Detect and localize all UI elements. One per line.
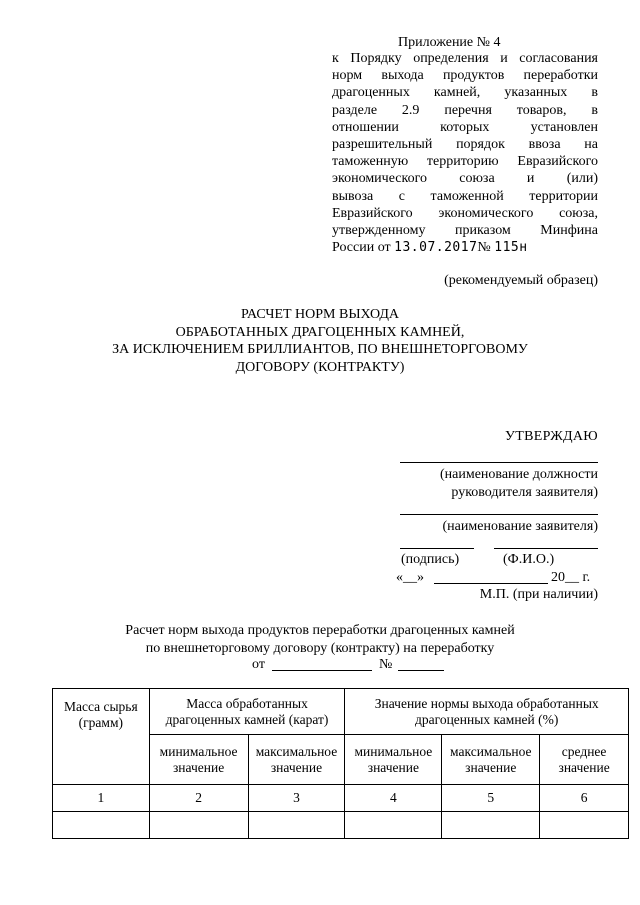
appendix-last-line xyxy=(332,239,598,256)
position-label-2: руководителя заявителя) xyxy=(451,485,598,500)
table-cell xyxy=(442,812,540,839)
appendix-line: утвержденному приказом Минфина xyxy=(332,223,598,239)
table-cell xyxy=(53,812,150,839)
table-row xyxy=(53,812,629,839)
name-label: (Ф.И.О.) xyxy=(503,552,555,567)
header-processed-mass: Масса обработанных драгоценных камней (карат) xyxy=(149,689,345,735)
stamp-label: М.П. (при наличии) xyxy=(479,587,598,602)
subheader-avg-norm: среднее значение xyxy=(540,735,629,785)
document-title-line: ЗА ИСКЛЮЧЕНИЕМ БРИЛЛИАНТОВ, ПО ВНЕШНЕТОРГОВОМУ xyxy=(112,342,528,357)
appendix-last-line-prefix: России от xyxy=(332,240,391,256)
table-cell xyxy=(540,812,629,839)
calculation-title xyxy=(60,622,580,657)
appendix-line: норм выхода продуктов переработки xyxy=(332,68,598,84)
name-line xyxy=(494,548,598,549)
document-title-line: ОБРАБОТАННЫХ ДРАГОЦЕННЫХ КАМНЕЙ, xyxy=(175,324,465,340)
header-raw-mass: Масса сырья (грамм) xyxy=(53,689,150,785)
signature-label: (подпись) xyxy=(401,552,460,567)
date-month-line xyxy=(434,583,548,584)
document-title-line: ДОГОВОРУ (КОНТРАКТУ) xyxy=(235,359,405,375)
appendix-line: разрешительный порядок ввоза на xyxy=(332,137,598,153)
table-row xyxy=(53,785,629,812)
position-label-1: (наименование должности xyxy=(439,467,598,482)
calculation-number-label: № xyxy=(379,657,393,672)
position-line xyxy=(400,462,598,463)
subheader-min-norm: минимальное значение xyxy=(345,735,442,785)
calculation-from-label: от xyxy=(252,657,265,672)
column-number: 2 xyxy=(149,785,248,812)
appendix-line: Евразийского экономического союза, xyxy=(332,205,598,221)
table-cell xyxy=(345,812,442,839)
appendix-reference xyxy=(332,50,598,256)
document-title-line: РАСЧЕТ НОРМ ВЫХОДА xyxy=(240,307,400,322)
calculation-line-1: Расчет норм выхода продуктов переработки драгоценных камней xyxy=(125,623,515,638)
applicant-label: (наименование заявителя) xyxy=(442,519,598,534)
appendix-title: Приложение № 4 xyxy=(398,35,501,50)
column-number: 6 xyxy=(540,785,629,812)
appendix-line: драгоценных камней, указанных в xyxy=(332,85,598,101)
date-day: «__» xyxy=(396,570,424,585)
appendix-line: разделе 2.9 перечня товаров, в xyxy=(332,102,598,118)
subheader-min-mass: минимальное значение xyxy=(149,735,248,785)
appendix-line: вывоза с таможенной территории xyxy=(332,188,598,204)
calculation-line-2: по внешнеторговому договору (контракту) на переработку xyxy=(145,640,495,656)
header-norm-value: Значение нормы выхода обработанных драгоценных камней (%) xyxy=(345,689,629,735)
calculation-number-line xyxy=(398,670,444,671)
signature-line xyxy=(400,548,474,549)
calculation-date-line xyxy=(272,670,372,671)
order-number-sign: № xyxy=(477,240,491,256)
applicant-line xyxy=(400,514,598,515)
appendix-line: отношении которых установлен xyxy=(332,119,598,135)
table-cell xyxy=(149,812,248,839)
appendix-line: таможенную территорию Евразийского xyxy=(332,154,598,170)
order-date: 13.07.2017 xyxy=(394,240,478,256)
order-number: 115н xyxy=(494,240,528,256)
table-cell xyxy=(248,812,345,839)
date-year: 20__ г. xyxy=(551,570,591,585)
column-number: 4 xyxy=(345,785,442,812)
appendix-line: к Порядку определения и согласования xyxy=(332,51,598,66)
sample-note: (рекомендуемый образец) xyxy=(444,273,598,288)
table-header-row xyxy=(53,689,629,735)
column-number: 3 xyxy=(248,785,345,812)
subheader-max-norm: максимальное значение xyxy=(442,735,540,785)
norms-table xyxy=(52,688,629,839)
appendix-line: экономического союза и (или) xyxy=(332,171,598,187)
column-number: 5 xyxy=(442,785,540,812)
column-number: 1 xyxy=(53,785,150,812)
approval-heading: УТВЕРЖДАЮ xyxy=(505,429,598,444)
document-title xyxy=(0,306,640,376)
subheader-max-mass: максимальное значение xyxy=(248,735,345,785)
